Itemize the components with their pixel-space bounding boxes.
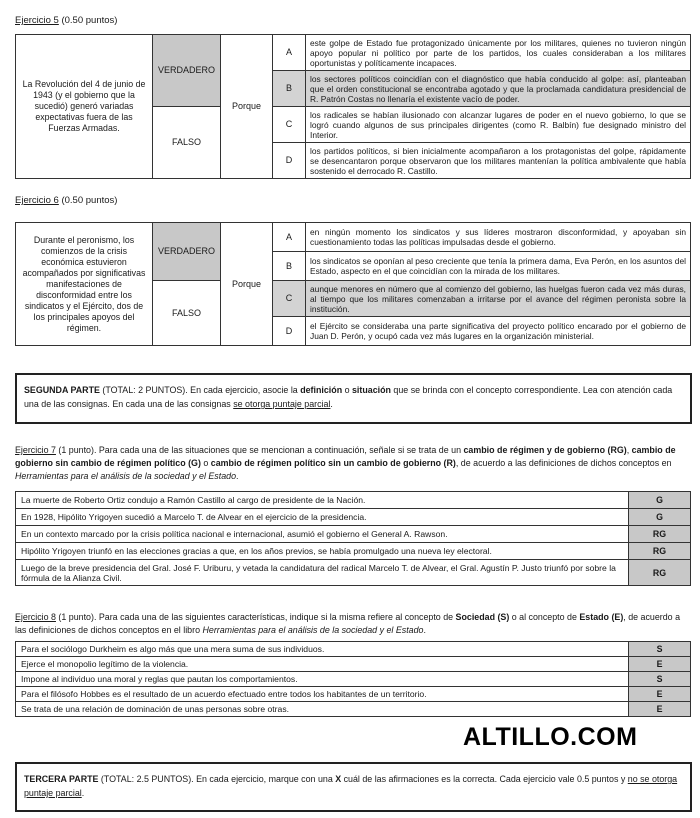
ex6-option-c[interactable]: aunque menores en número que al comienzo del gobierno, las huelgas fueron cada vez más duras, al tiempo que los militares comenzaban a irritarse por el avance del régimen peronista sobre la institución.	[306, 281, 691, 317]
tercera-underline: no se otorga puntaje parcial	[24, 774, 678, 798]
segunda-bold: definición	[300, 385, 343, 395]
ex5-falso[interactable]: FALSO	[153, 107, 221, 179]
ex7-italic: Herramientas para el análisis de la sociedad y el Estado	[15, 471, 237, 481]
ex6-statement: Durante el peronismo, los comienzos de la crisis económica estuvieron acompañados por significativas manifestaciones de disconformidad entre los sindicatos y el Ejército, dos de los principales apoyos del régimen.	[16, 223, 153, 346]
segunda-text: .	[330, 399, 333, 409]
ex8-title-link[interactable]: Ejercicio 8	[15, 612, 56, 622]
ex5-option-a[interactable]: este golpe de Estado fue protagonizado únicamente por los militares, quienes no tuvieron ningún apoyo popular ni político por parte de los partidos, los cuales consideraban a los militares oportunistas y políticamente incapaces.	[306, 35, 691, 71]
ex5-verdadero[interactable]: VERDADERO	[153, 35, 221, 107]
ex8-row-answer[interactable]: E	[629, 702, 691, 717]
ex8-row-answer[interactable]: S	[629, 672, 691, 687]
segunda-underline: se otorga puntaje parcial	[233, 399, 331, 409]
ex6-title-link[interactable]: Ejercicio 6	[15, 195, 59, 206]
ex8-row-answer[interactable]: S	[629, 642, 691, 657]
ex7-row-text: En un contexto marcado por la crisis política nacional e internacional, asumió el gobierno el General A. Rawson.	[16, 526, 629, 543]
tercera-text: .	[81, 788, 85, 798]
ex7-row-answer[interactable]: RG	[629, 560, 691, 586]
ex8-row-text: Para el sociólogo Durkheim es algo más que una mera suma de sus individuos.	[16, 642, 629, 657]
ex8-row-text: Impone al individuo una moral y reglas que pautan los comportamientos.	[16, 672, 629, 687]
ex8-bold: Sociedad (S)	[455, 612, 510, 622]
ex5-option-letter: A	[273, 35, 306, 71]
ex6-porque: Porque	[221, 223, 273, 346]
ex5-title	[15, 15, 117, 26]
ex7-text: o	[200, 458, 211, 468]
ex8-row-answer[interactable]: E	[629, 657, 691, 672]
ex6-option-d[interactable]: el Ejército se consideraba una parte significativa del proyecto político encarado por el gobierno de Juan D. Perón, y ocupó cada vez más lugares en la organización ministerial.	[306, 317, 691, 346]
ex5-option-b[interactable]: los sectores políticos coincidían con el diagnóstico que había conducido al golpe: así, planteaban que el orden constitucional se encontraba agotado y que la proclamada candidatura presidencial de R. Patrón Costas no llenaría el existente vacío de poder.	[306, 71, 691, 107]
segunda-bold: situación	[352, 385, 391, 395]
ex7-bold: cambio de régimen y de gobierno (RG)	[463, 445, 627, 455]
ex5-option-letter: D	[273, 143, 306, 179]
ex7-bold: cambio de régimen político sin un cambio de gobierno (R)	[210, 458, 456, 468]
ex8-text: (1 punto). Para cada una de las siguientes características, indique si la misma refiere al concepto de	[55, 612, 456, 622]
ex7-row-text: Luego de la breve presidencia del Gral. José F. Uriburu, y vetada la candidatura del radical Marcelo T. de Alvear, el Gral. Agustín P. Justo triunfó por sobre la fórmula de la Alianza Civil.	[16, 560, 629, 586]
ex7-text: ,	[626, 445, 632, 455]
ex6-option-letter: D	[273, 317, 306, 346]
tercera-text: cuál de las afirmaciones es la correcta. Cada ejercicio vale 0.5 puntos y	[341, 774, 628, 784]
ex5-title-link[interactable]: Ejercicio 5	[15, 15, 59, 26]
ex7-title-link[interactable]: Ejercicio 7	[15, 445, 56, 455]
ex7-bold: cambio de gobierno sin cambio de régimen político (G)	[15, 445, 676, 468]
ex7-text: (1 punto). Para cada una de las situaciones que se mencionan a continuación, señale si se trata de un	[55, 445, 464, 455]
altillo-logo: ALTILLO.COM	[463, 723, 638, 751]
ex6-table	[15, 222, 691, 346]
ex6-option-b[interactable]: los sindicatos se oponían al peso creciente que tenía la primera dama, Eva Perón, en los asuntos del Estado, aspecto en el que coincidían con la mirada de los militares.	[306, 252, 691, 281]
tercera-bold: X	[335, 774, 342, 784]
ex8-text: o al concepto de	[509, 612, 580, 622]
tercera-heading: TERCERA PARTE	[24, 774, 99, 784]
ex8-row-text: Se trata de una relación de dominación de unas personas sobre otras.	[16, 702, 629, 717]
ex8-row-text: Ejerce el monopolio legítimo de la violencia.	[16, 657, 629, 672]
ex7-row-answer[interactable]: RG	[629, 543, 691, 560]
segunda-heading: SEGUNDA PARTE	[24, 385, 100, 395]
ex8-text: , de acuerdo a las definiciones de dichos conceptos en el libro	[15, 612, 681, 635]
segunda-text: (TOTAL: 2 PUNTOS). En cada ejercicio, asocie la	[99, 385, 301, 395]
segunda-text: que se brinda con el concepto correspondiente. Lea con atención cada una de las consignas. En cada una de las consignas	[24, 385, 673, 409]
ex6-option-letter: B	[273, 252, 306, 281]
ex6-option-letter: C	[273, 281, 306, 317]
ex6-option-letter: A	[273, 223, 306, 252]
tercera-parte-box	[15, 762, 692, 812]
ex7-row-text: La muerte de Roberto Ortiz condujo a Ramón Castillo al cargo de presidente de la Nación.	[16, 492, 629, 509]
ex5-option-letter: B	[273, 71, 306, 107]
ex7-intro	[15, 444, 691, 483]
ex7-row-answer[interactable]: RG	[629, 526, 691, 543]
ex8-intro	[15, 611, 691, 637]
ex7-row-answer[interactable]: G	[629, 492, 691, 509]
ex5-option-d[interactable]: los partidos políticos, si bien inicialmente acompañaron a los protagonistas del golpe, rápidamente se desencantaron porque observaron que los militares mantenían la política ambivalente que había sostenido el derrocado R. Castillo.	[306, 143, 691, 179]
ex7-text: .	[236, 471, 239, 481]
ex8-text: .	[423, 625, 426, 635]
ex5-option-letter: C	[273, 107, 306, 143]
ex5-porque: Porque	[221, 35, 273, 179]
ex5-option-c[interactable]: los radicales se habían ilusionado con alcanzar lugares de poder en el nuevo gobierno, lo que se logró cuando algunos de sus principales dirigentes (como R. Balbín) fue designado ministro del Interior.	[306, 107, 691, 143]
ex6-title-points: (0.50 puntos)	[58, 195, 118, 206]
ex8-row-answer[interactable]: E	[629, 687, 691, 702]
ex7-row-answer[interactable]: G	[629, 509, 691, 526]
ex8-italic: Herramientas para el análisis de la sociedad y el Estado	[202, 625, 424, 635]
ex5-table	[15, 34, 691, 179]
ex5-statement: La Revolución del 4 de junio de 1943 (y el gobierno que la sucedió) generó variadas expectativas fuera de las Fuerzas Armadas.	[16, 35, 153, 179]
ex5-title-points: (0.50 puntos)	[58, 15, 118, 26]
ex8-table	[15, 641, 691, 717]
ex8-bold: Estado (E)	[579, 612, 624, 622]
segunda-text: o	[342, 385, 352, 395]
segunda-parte-box	[15, 373, 692, 424]
ex7-row-text: En 1928, Hipólito Yrigoyen sucedió a Marcelo T. de Alvear en el ejercicio de la presidencia.	[16, 509, 629, 526]
ex6-option-a[interactable]: en ningún momento los sindicatos y sus líderes mostraron disconformidad, y apoyaban sin cuestionamiento todas las políticas impulsadas desde el gobierno.	[306, 223, 691, 252]
ex6-verdadero[interactable]: VERDADERO	[153, 223, 221, 281]
ex6-falso[interactable]: FALSO	[153, 281, 221, 346]
ex6-title	[15, 195, 117, 206]
ex7-row-text: Hipólito Yrigoyen triunfó en las elecciones gracias a que, en los años previos, se había promulgado una nueva ley electoral.	[16, 543, 629, 560]
ex7-text: , de acuerdo a las definiciones de dichos conceptos en	[455, 458, 672, 468]
tercera-text: (TOTAL: 2.5 PUNTOS). En cada ejercicio, marque con una	[98, 774, 336, 784]
ex8-row-text: Para el filósofo Hobbes es el resultado de un acuerdo efectuado entre todos los habitantes de un territorio.	[16, 687, 629, 702]
ex7-table	[15, 491, 691, 586]
